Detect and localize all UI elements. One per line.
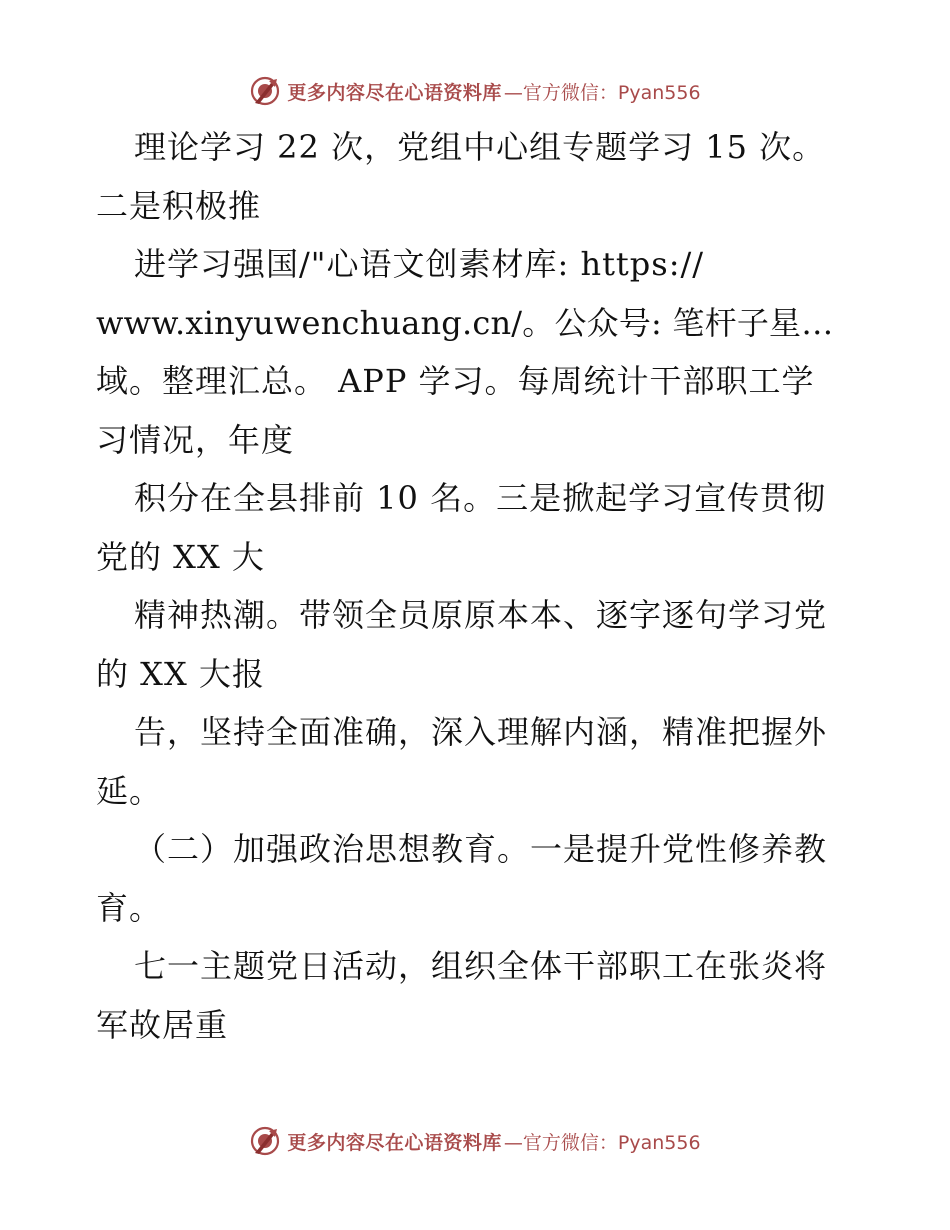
header-watermark-banner [0, 71, 950, 111]
header-wechat-text: —官方微信：Pyan556 [503, 81, 701, 104]
body-line: 军故居重 [96, 1005, 229, 1044]
footer-watermark-banner [0, 1121, 950, 1161]
body-line: 进学习强国/"心语文创素材库: https:// [134, 245, 705, 283]
header-promo-text: 更多内容尽在心语资料库 [287, 81, 502, 104]
quill-logo-icon [249, 75, 281, 107]
body-line: www.xinyuwenchuang.cn/。公众号: 笔杆子星… [96, 303, 834, 342]
body-line: （二）加强政治思想教育。一是提升党性修养教 [134, 830, 828, 868]
body-line: 七一主题党日活动，组织全体干部职工在张炎将 [134, 947, 828, 985]
quill-logo-icon [249, 1125, 281, 1157]
body-line: 二是积极推 [96, 186, 262, 225]
body-line: 习情况，年度 [96, 420, 295, 459]
body-line: 党的 XX 大 [96, 537, 265, 576]
body-line: 育。 [96, 888, 163, 927]
footer-wechat-text: —官方微信：Pyan556 [503, 1131, 701, 1154]
body-line: 精神热潮。带领全员原原本本、逐字逐句学习党 [134, 596, 828, 634]
body-line: 域。整理汇总。 APP 学习。每周统计干部职工学 [96, 362, 815, 400]
body-line: 的 XX 大报 [96, 654, 265, 693]
body-line: 积分在全县排前 10 名。三是掀起学习宣传贯彻 [134, 479, 827, 517]
body-line: 告，坚持全面准确，深入理解内涵，精准把握外 [134, 713, 828, 751]
document-body [96, 118, 856, 1054]
footer-promo-text: 更多内容尽在心语资料库 [287, 1131, 502, 1154]
body-line: 延。 [96, 771, 163, 810]
body-line: 理论学习 22 次，党组中心组专题学习 15 次。 [134, 128, 826, 166]
